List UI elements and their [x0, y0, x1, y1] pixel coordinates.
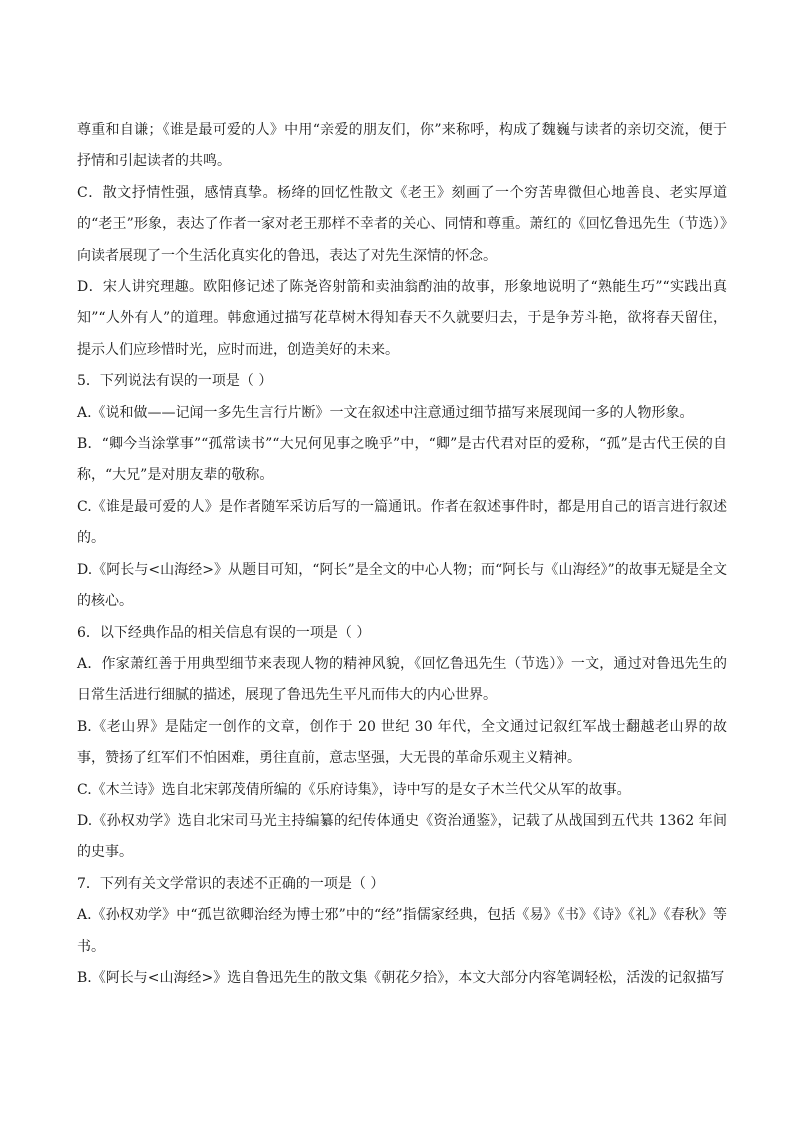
paragraph-continuation: 尊重和自谦；《谁是最可爱的人》中用“亲爱的朋友们，你”来称呼，构成了魏巍与读者的亲切交流，便于抒情和引起读者的共鸣。	[77, 122, 727, 170]
document-page	[77, 115, 727, 994]
option-c-q4: C．散文抒情性强，感情真挚。杨绛的回忆性散文《老王》刻画了一个穷苦卑微但心地善良、老实厚道的“老王”形象，表达了作者一家对老王那样不幸者的关心、同情和尊重。萧红的《回忆鲁迅先生（节选）》向读者展现了一个生活化真实化的鲁迅，表达了对先生深情的怀念。	[77, 184, 727, 264]
option-b-q6: B.《老山界》是陆定一创作的文章，创作于 20 世纪 30 年代，全文通过记叙红军战士翻越老山界的故事，赞扬了红军们不怕困难，勇往直前，意志坚强，大无畏的革命乐观主义精神。	[77, 718, 727, 767]
option-a-q7: A.《孙权劝学》中“孤岂欲卿治经为博士邪”中的“经”指儒家经典，包括《易》《书》《诗》《礼》《春秋》等书。	[77, 907, 727, 955]
question-5: 5．下列说法有误的一项是（ ）	[77, 373, 273, 390]
question-6: 6．以下经典作品的相关信息有误的一项是（ ）	[77, 624, 371, 641]
option-c-q6: C.《木兰诗》选自北宋郭茂倩所编的《乐府诗集》，诗中写的是女子木兰代父从军的故事。	[77, 781, 631, 798]
option-a-q5: A.《说和做——记闻一多先生言行片断》一文在叙述中注意通过细节描写来展现闻一多的人物形象。	[77, 404, 694, 421]
option-b-q7: B.《阿长与<山海经>》选自鲁迅先生的散文集《朝花夕拾》，本文大部分内容笔调轻松，活泼的记叙描写	[77, 969, 725, 986]
option-a-q6: A．作家萧红善于用典型细节来表现人物的精神风貌，《回忆鲁迅先生（节选）》一文，通过对鲁迅先生的日常生活进行细腻的描述，展现了鲁迅先生平凡而伟大的内心世界。	[77, 655, 727, 704]
option-d-q6: D.《孙权劝学》选自北宋司马光主持编纂的纪传体通史《资治通鉴》，记载了从战国到五代共 1362 年间的史事。	[77, 812, 727, 861]
question-7: 7．下列有关文学常识的表述不正确的一项是（ ）	[77, 875, 385, 892]
option-d-q4: D．宋人讲究理趣。欧阳修记述了陈尧咨射箭和卖油翁酌油的故事，形象地说明了“熟能生巧”“实践出真知”“人外有人”的道理。韩愈通过描写花草树木得知春天不久就要归去，于是争芳斗艳，欲将春天留住，提示人们应珍惜时光，应时而进，创造美好的未来。	[77, 279, 727, 358]
option-c-q5: C.《谁是最可爱的人》是作者随军采访后写的一篇通讯。作者在叙述事件时，都是用自己的语言进行叙述的。	[77, 498, 727, 547]
option-b-q5: B．“卿今当涂掌事”“孤常读书”“大兄何见事之晚乎”中，“卿”是古代君对臣的爱称，“孤”是古代王侯的自称，“大兄”是对朋友辈的敬称。	[77, 436, 727, 484]
option-d-q5: D.《阿长与<山海经>》从题目可知，“阿长”是全文的中心人物；而“阿长与《山海经》”的故事无疑是全文的核心。	[77, 561, 727, 610]
